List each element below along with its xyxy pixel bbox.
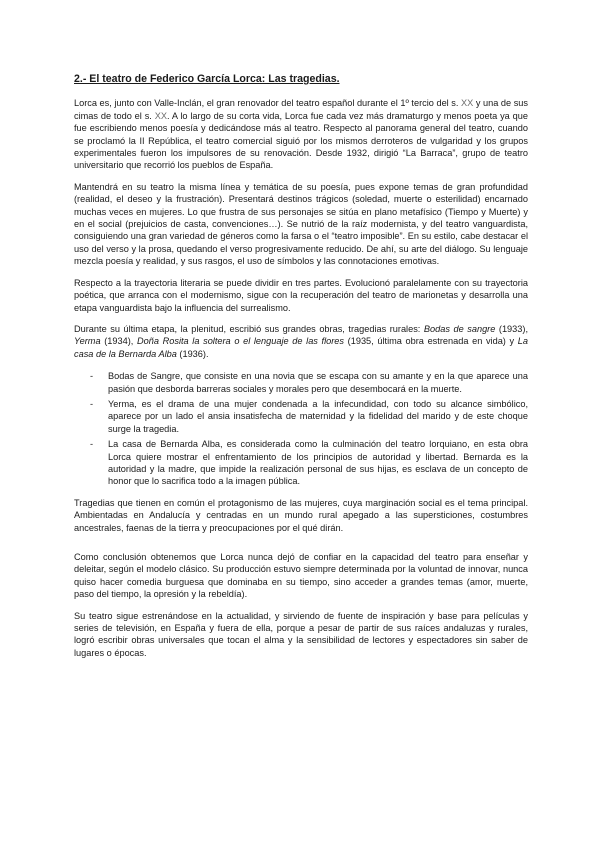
dash-marker: - [90, 398, 94, 409]
works-text-e: (1936). [176, 348, 209, 359]
paragraph-trajectory: Respecto a la trayectoria literaria se puede dividir en tres partes. Evolucionó paralelamente con su trayectoria poética, que arranca con el modernismo, sigue con la recuperación del teatro de marionetas y desarrolla una etapa vanguardista bajo la influencia del surrealismo. [74, 277, 528, 313]
century-ref-1: XX [461, 98, 474, 109]
spacer [74, 543, 528, 551]
intro-text-b: y una de sus cimas de todo el s. [74, 98, 528, 121]
list-item [74, 438, 528, 488]
document-page [74, 73, 528, 668]
paragraph-works [74, 323, 528, 360]
dash-marker: - [90, 439, 94, 450]
paragraph-conclusion: Como conclusión obtenemos que Lorca nunca dejó de confiar en la capacidad del teatro para enseñar y deleitar, según el modelo clásico. Su producción estuvo siempre determinada por la voluntad de innovar, nunca quiso hacer comedia burguesa que dominaba en su tiempo, sino acceder a grandes temas (amor, muerte, paso del tiempo, la opresión y la rebeldía). [74, 552, 528, 600]
list-item-text: Bodas de Sangre, que consiste en una novia que se escapa con su amante y en la que aparece una pasión que desborda barreras sociales y morales pero que desembocará en la muerte. [108, 371, 528, 394]
intro-text-c: . A lo largo de su corta vida, Lorca fue cada vez más dramaturgo y menos poeta ya que fue escribiendo menos poesía y dedicándose más al teatro. Respecto al panorama general del teatro, cuando se proclamó la II República, el teatro comercial siguió por los mismos derroteros de vulgaridad y los grupos experimentales fueron los impulsores de su renovación. Desde 1932, dirigió “La Barraca”, grupo de teatro universitario que recorrió los pueblos de España. [74, 110, 528, 171]
intro-text-a: Lorca es, junto con Valle-Inclán, el gran renovador del teatro español durante el 1º tercio del s. [74, 98, 462, 109]
paragraph-intro [74, 97, 528, 171]
list-item [74, 398, 528, 435]
work-title-bodas: Bodas de sangre [423, 323, 496, 334]
list-item [74, 370, 528, 395]
works-list [74, 370, 528, 488]
works-text-c: (1934), [100, 336, 137, 347]
century-ref-2: XX [154, 110, 167, 121]
works-text-d: (1935, última obra estrenada en vida) y [344, 336, 518, 347]
works-text-b: (1933), [495, 323, 528, 334]
paragraph-themes: Mantendrá en su teatro la misma línea y temática de su poesía, pues expone temas de gran profundidad (realidad, el deseo y la frustración). Presentará destinos trágicos (soledad, muerte o esterilidad) encarnado muchas veces en mujeres. Lo que frustra de sus personajes se sitúa en plano metafísico (Tiempo y Muerte) y en el social (prejuicios de casta, convenciones…). Se nutrió de la raíz modernista, y del teatro vanguardista, consiguiendo una gran variedad de géneros como la farsa o el “teatro imposible”. En su estilo, cabe destacar el uso del verso y la prosa, quedando el verso progresivamente reducido. De ahí, su arte del diálogo. Su lenguaje mezcla poesía y realidad, y sus rasgos, el uso de símbolos y las connotaciones emotivas. [74, 181, 528, 267]
works-text-a: Durante su última etapa, la plenitud, escribió sus grandes obras, tragedias rurales: [74, 323, 424, 334]
document-title: 2.- El teatro de Federico García Lorca: Las tragedias. [74, 73, 340, 85]
paragraph-women: Tragedias que tienen en común el protagonismo de las mujeres, cuya marginación social es el tema principal. Ambientadas en Andalucía y centradas en un mundo rural apegado a las supersticiones, costumbres ancestrales, faenas de la tierra y preocupaciones por el qué dirán. [74, 497, 528, 533]
paragraph-legacy: Su teatro sigue estrenándose en la actualidad, y sirviendo de fuente de inspiración y base para películas y series de televisión, en España y fuera de ella, porque a pesar de partir de sus raíces andaluzas y rurales, logró escribir obras universales que tocan el alma y la sensibilidad de lectores y espectadores sin saber de lugares o épocas. [74, 610, 528, 658]
list-item-text: La casa de Bernarda Alba, es considerada como la culminación del teatro lorquiano, en esta obra Lorca quiere mostrar el enfrentamiento de los principios de autoridad y libertad. Bernarda es la autoridad y la madre, que impide la realización personal de sus hijas, es esclava de un concepto de honor que lo sacrifica todo a la imagen pública. [108, 439, 528, 487]
list-item-text: Yerma, es el drama de una mujer condenada a la infecundidad, con todo su alcance simbólico, aparece por un lado el ansia insatisfecha de maternidad y la fidelidad del marido y de este choque surge la tragedia. [108, 398, 528, 434]
dash-marker: - [90, 371, 94, 382]
work-title-dona-rosita: Doña Rosita la soltera o el lenguaje de las flores [136, 336, 345, 347]
work-title-bernarda: La casa de la Bernarda Alba [74, 336, 528, 359]
work-title-yerma: Yerma [74, 336, 101, 347]
